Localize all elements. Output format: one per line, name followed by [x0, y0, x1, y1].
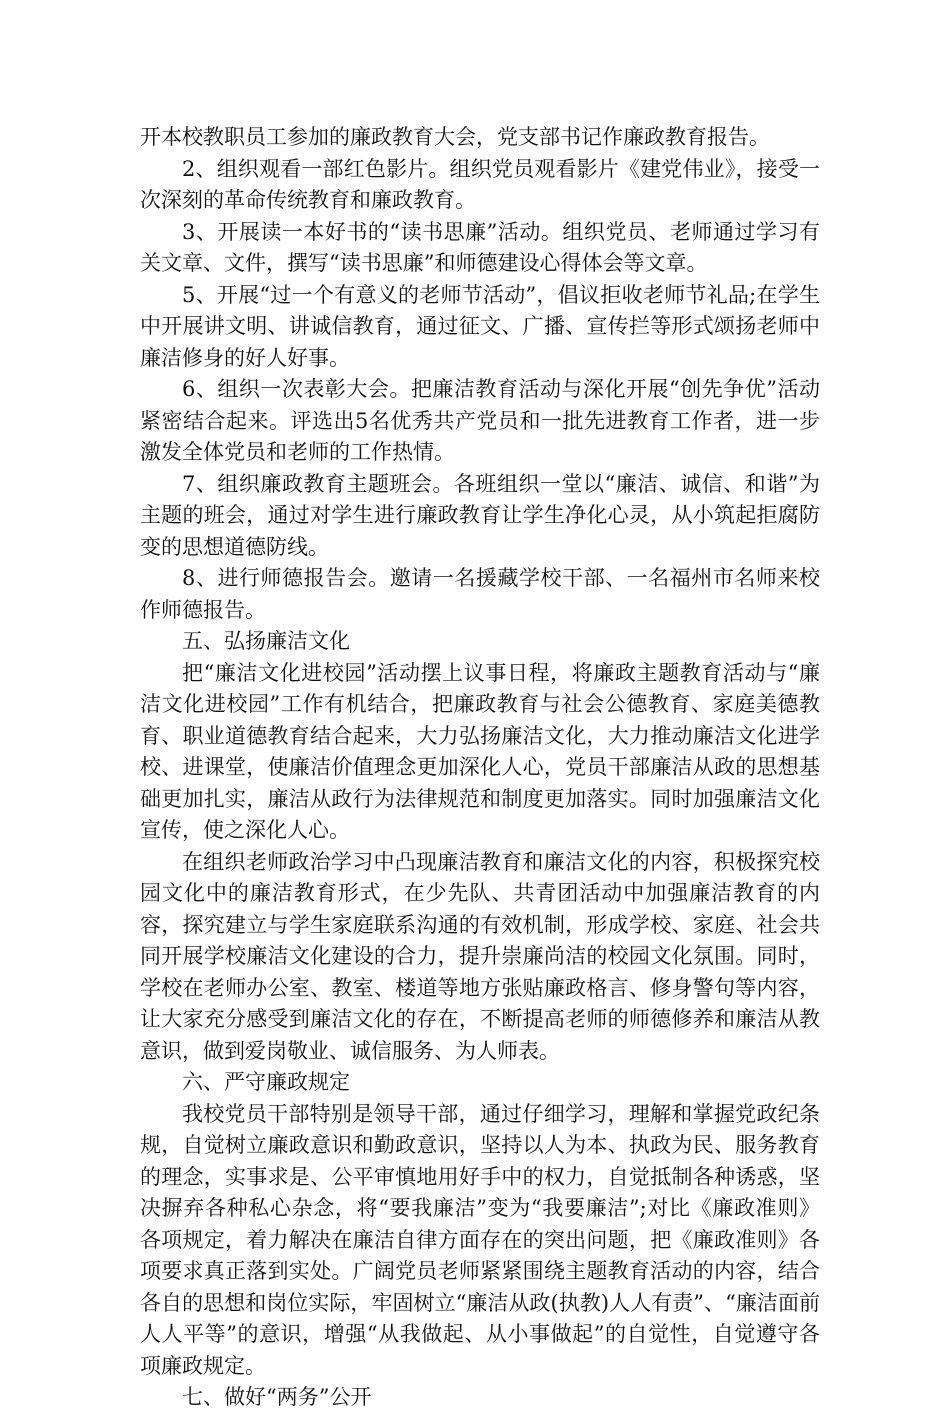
section-heading-7: 七、做好“两务”公开 [182, 1385, 372, 1409]
paragraph-item-3: 3、开展读一本好书的“读书思廉”活动。组织党员、老师通过学习有关文章、文件，撰写“读书思廉”和师德建设心得体会等文章。 [140, 219, 820, 275]
paragraph-section-6: 我校党员干部特别是领导干部，通过仔细学习，理解和掌握党政纪条规，自觉树立廉政意识和勤政意识，坚持以人为本、执政为民、服务教育的理念，实事求是、公平审慎地用好手中的权力，自觉抵制各种诱惑，坚决摒弃各种私心杂念，将“要我廉洁”变为“我要廉洁”;对比《廉政准则》各项规定，着力解决在廉洁自律方面存在的突出问题，把《廉政准则》各项要求真正落到实处。广阔党员老师紧紧围绕主题教育活动的内容，结合各自的思想和岗位实际，牢固树立“廉洁从政(执教)人人有责”、“廉洁面前人人平等”的意识，增强“从我做起、从小事做起”的自觉性，自觉遵守各项廉政规定。 [140, 1101, 820, 1378]
paragraph-item-8: 8、进行师德报告会。邀请一名援藏学校干部、一名福州市名师来校作师德报告。 [140, 566, 820, 622]
paragraph-item-5: 5、开展“过一个有意义的老师节活动”，倡议拒收老师节礼品;在学生中开展讲文明、讲诚信教育，通过征文、广播、宣传拦等形式颂扬老师中廉洁修身的好人好事。 [140, 282, 820, 370]
section-heading-5: 五、弘扬廉洁文化 [182, 629, 350, 653]
paragraph-section-5-a: 把“廉洁文化进校园”活动摆上议事日程，将廉政主题教育活动与“廉洁文化进校园”工作有机结合，把廉政教育与社会公德教育、家庭美德教育、职业道德教育结合起来，大力弘扬廉洁文化，大力推动廉洁文化进学校、进课堂，使廉洁价值理念更加深化人心，党员干部廉洁从政的思想基础更加扎实，廉洁从政行为法律规范和制度更加落实。同时加强廉洁文化宣传，使之深化人心。 [140, 660, 820, 842]
paragraph-item-2: 2、组织观看一部红色影片。组织党员观看影片《建党伟业》，接受一次深刻的革命传统教育和廉政教育。 [140, 156, 820, 212]
paragraph-section-5-b: 在组织老师政治学习中凸现廉洁教育和廉洁文化的内容，积极探究校园文化中的廉洁教育形式，在少先队、共青团活动中加强廉洁教育的内容，探究建立与学生家庭联系沟通的有效机制，形成学校、家庭、社会共同开展学校廉洁文化建设的合力，提升崇廉尚洁的校园文化氛围。同时，学校在老师办公室、教室、楼道等地方张贴廉政格言、修身警句等内容，让大家充分感受到廉洁文化的存在，不断提高老师的师德修养和廉洁从教意识，做到爱岗敬业、诚信服务、为人师表。 [140, 849, 820, 1063]
paragraph-item-6: 6、组织一次表彰大会。把廉洁教育活动与深化开展“创先争优”活动紧密结合起来。评选出5名优秀共产党员和一批先进教育工作者，进一步激发全体党员和老师的工作热情。 [140, 377, 820, 464]
paragraph-item-7: 7、组织廉政教育主题班会。各班组织一堂以“廉洁、诚信、和谐”为主题的班会，通过对学生进行廉政教育让学生净化心灵，从小筑起拒腐防变的思想道德防线。 [140, 471, 820, 559]
document-body [140, 122, 820, 1414]
section-heading-6: 六、严守廉政规定 [182, 1070, 350, 1094]
paragraph-continuation: 开本校教职员工参加的廉政教育大会，党支部书记作廉政教育报告。 [140, 125, 770, 149]
